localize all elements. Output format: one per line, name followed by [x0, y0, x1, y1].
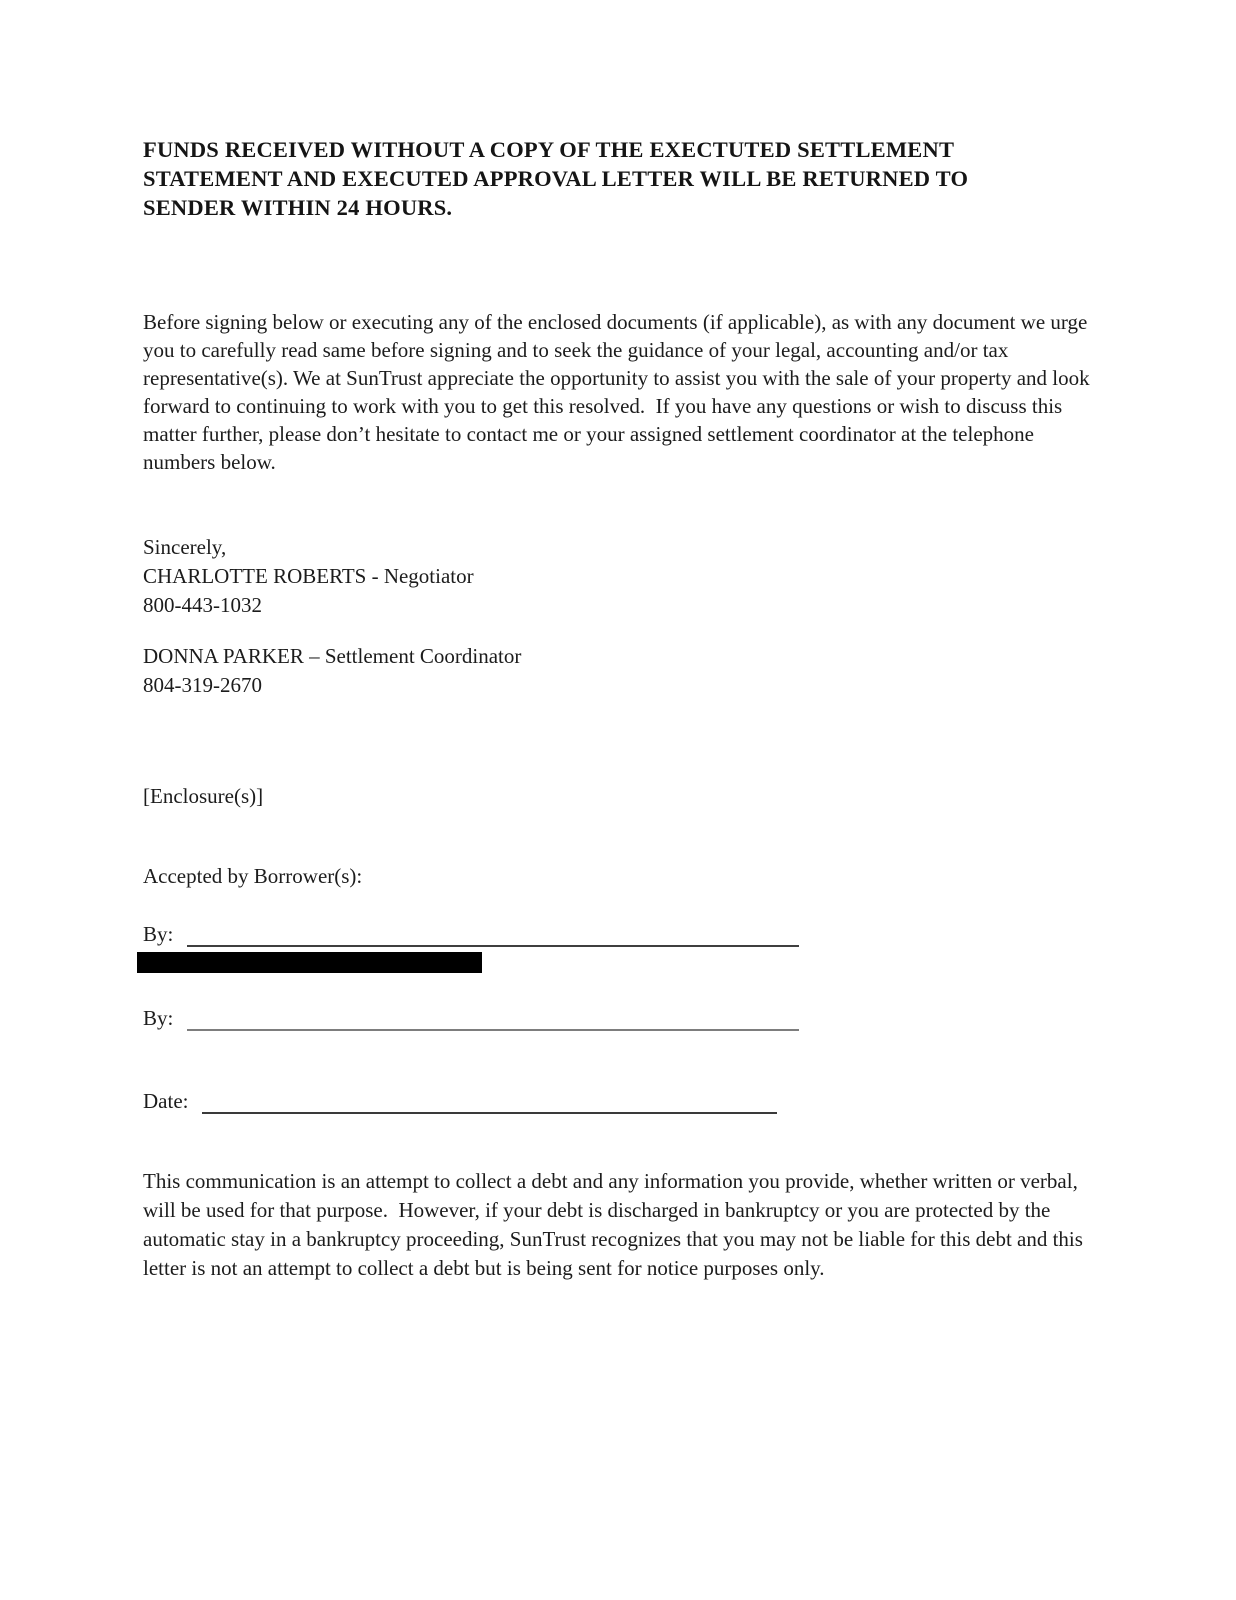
- coordinator-phone: 804-319-2670: [143, 673, 262, 697]
- date-line[interactable]: [202, 1088, 777, 1114]
- heading-line-1: FUNDS RECEIVED WITHOUT A COPY OF THE EXECTUTED SETTLEMENT: [143, 137, 955, 162]
- by-field-1: [143, 921, 1096, 947]
- date-label: Date:: [143, 1089, 189, 1113]
- date-field: [143, 1088, 1096, 1114]
- by-label-1: By:: [143, 922, 174, 946]
- signature-line-2[interactable]: [187, 1005, 799, 1031]
- heading-line-2: STATEMENT AND EXECUTED APPROVAL LETTER WILL BE RETURNED TO: [143, 166, 969, 191]
- letter-heading: [143, 135, 1096, 222]
- coordinator-name: DONNA PARKER – Settlement Coordinator: [143, 644, 522, 668]
- body-paragraph: Before signing below or executing any of the enclosed documents (if applicable), as with any document we urge you to carefully read same before signing and to seek the guidance of your legal, accounting and/or tax representative(s). We at SunTrust appreciate the opportunity to assist you with the sale of your property and look forward to continuing to work with you to get this resolved. If you have any questions or wish to discuss this matter further, please don’t hesitate to contact me or your assigned settlement coordinator at the telephone numbers below.: [143, 310, 1095, 474]
- negotiator-phone: 800-443-1032: [143, 593, 262, 617]
- disclaimer-paragraph: This communication is an attempt to collect a debt and any information you provide, whether written or verbal, will be used for that purpose. However, if your debt is discharged in bankruptcy or you are protected by the automatic stay in a bankruptcy proceeding, SunTrust recognizes that you may not be liable for this debt and this letter is not an attempt to collect a debt but is being sent for notice purposes only.: [143, 1169, 1089, 1280]
- closing: Sincerely,: [143, 535, 227, 559]
- signature-line-1[interactable]: [187, 921, 799, 947]
- negotiator-name: CHARLOTTE ROBERTS - Negotiator: [143, 564, 474, 588]
- signature-block: [143, 533, 1096, 620]
- by-label-2: By:: [143, 1006, 174, 1030]
- heading-line-3: SENDER WITHIN 24 HOURS.: [143, 195, 453, 220]
- enclosure-note: [Enclosure(s)]: [143, 784, 264, 808]
- acceptance-heading: Accepted by Borrower(s):: [143, 864, 363, 888]
- coordinator-block: [143, 642, 1096, 700]
- redaction-bar: [137, 952, 482, 973]
- by-field-2: [143, 1005, 1096, 1031]
